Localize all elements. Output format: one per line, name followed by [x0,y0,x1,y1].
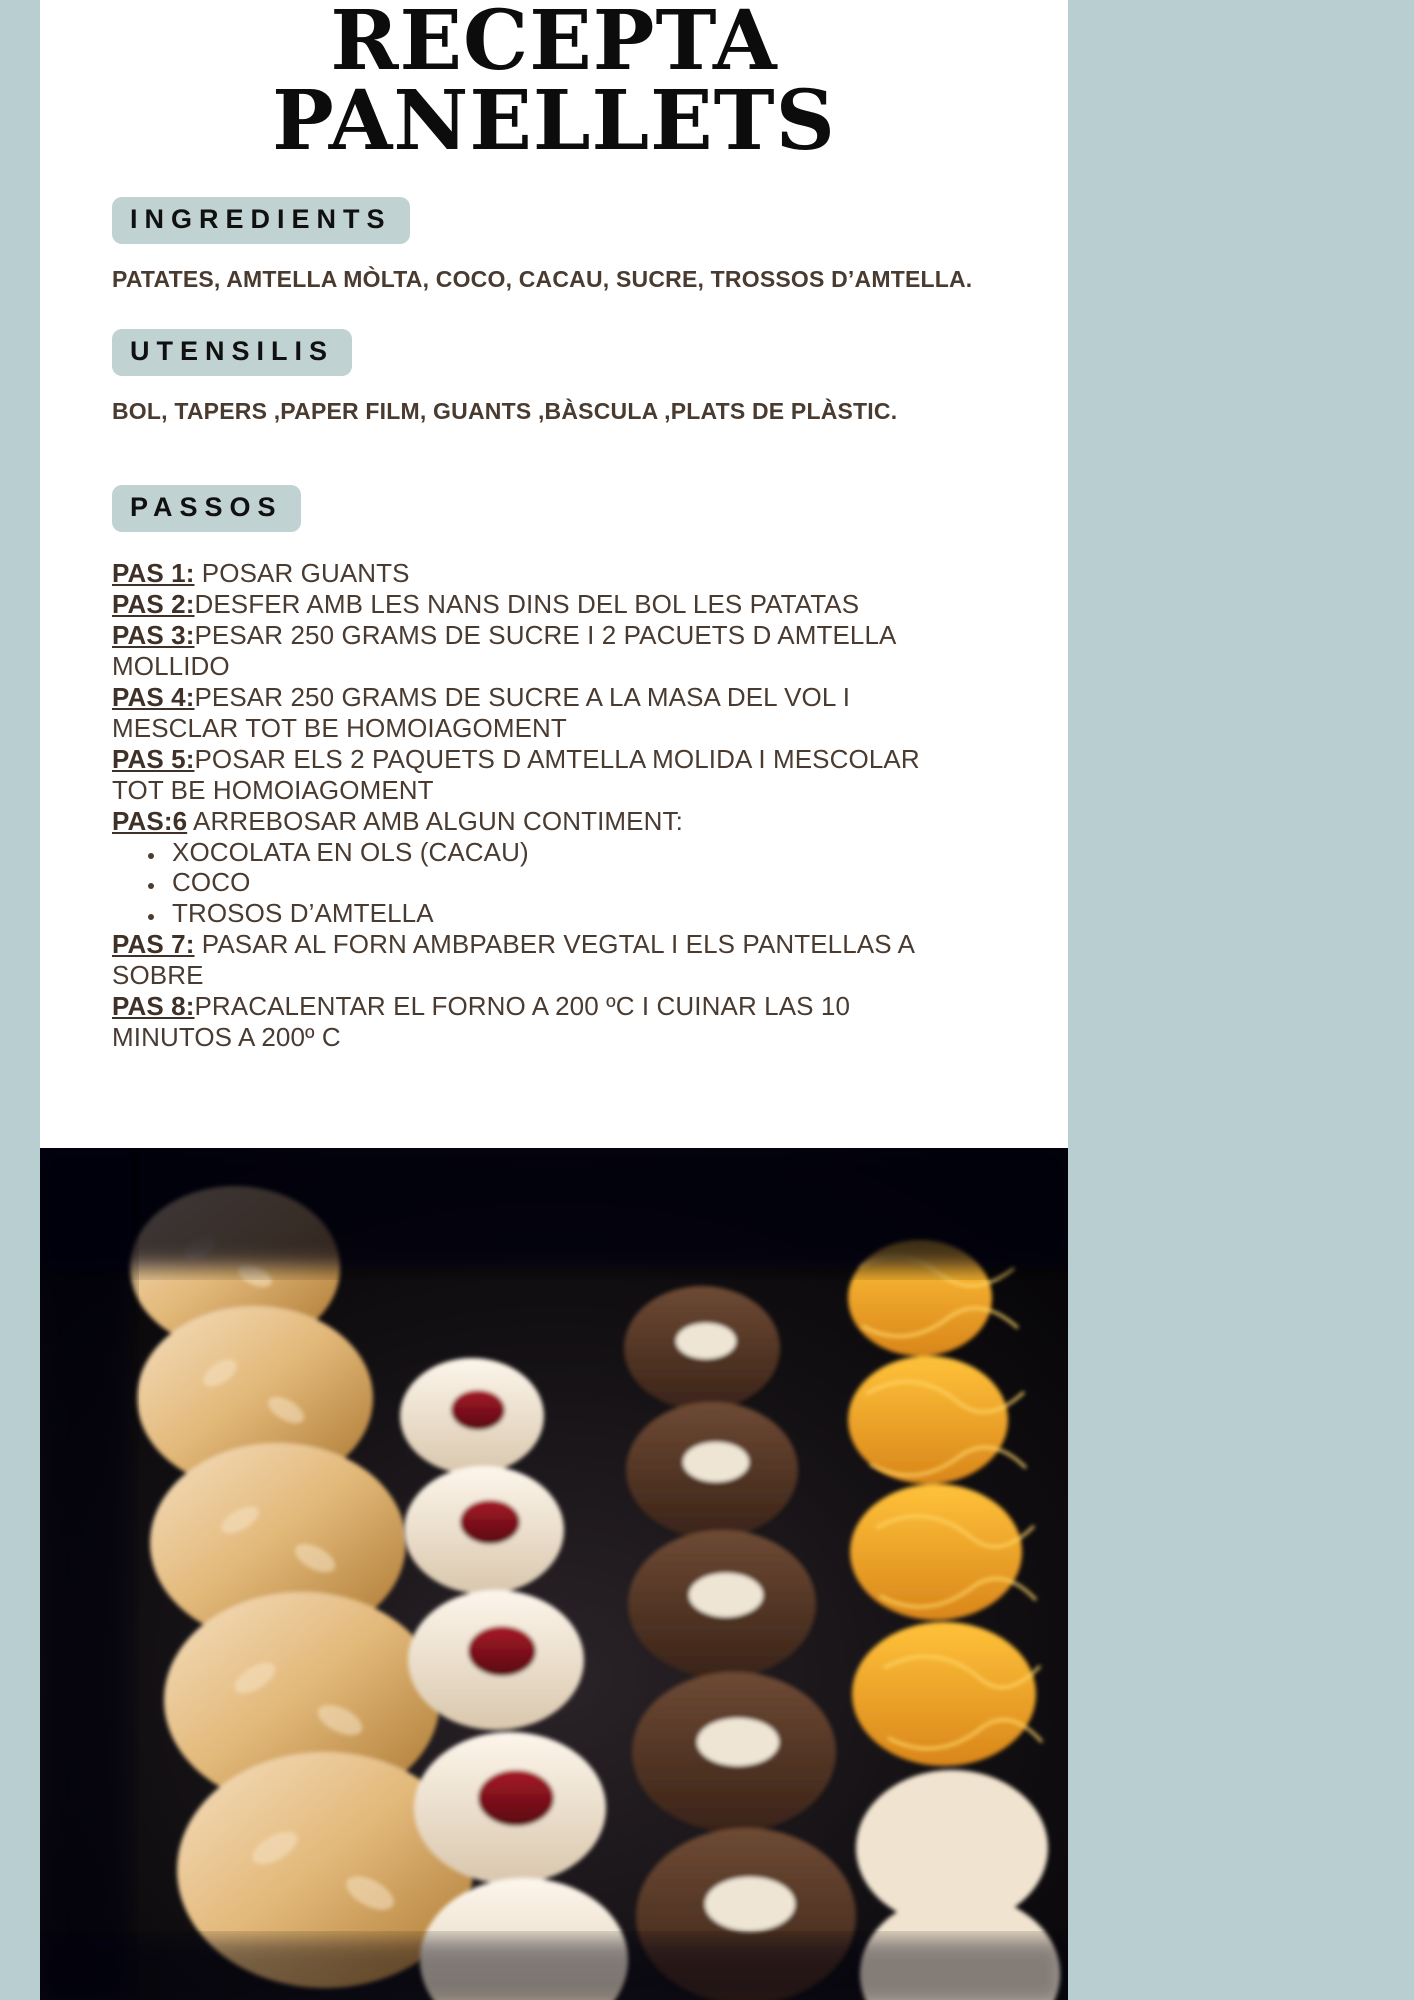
step-label: PAS 2: [112,589,195,619]
step-label: PAS:6 [112,805,188,836]
step-item [112,806,977,837]
step-item [112,991,977,1053]
step-label: PAS 1: [112,558,195,589]
title-line-2: PANELLETS [272,72,836,169]
panellets-photo [40,1148,1068,2000]
step-item [112,558,977,589]
step-text: PESAR 250 GRAMS DE SUCRE A LA MASA DEL VOL I MESCLAR TOT BE HOMOIAGOMENT [112,681,851,743]
step-text: PASAR AL FORN AMBPABER VEGTAL I ELS PANTELLAS A SOBRE [112,929,914,991]
step-label: PAS 3: [112,619,195,650]
step-text: PRACALENTAR EL FORNO A 200 ºC I CUINAR LAS 10 MINUTOS A 200º C [112,991,851,1053]
utensils-heading: UTENSILIS [112,329,352,376]
title-line-1: RECEPTA [330,0,778,89]
ingredients-heading-wrap [112,197,1068,244]
utensils-heading-wrap [112,329,1068,376]
list-item: • XOCOLATA EN OLS (CACAU) [166,837,977,868]
steps-heading: PASSOS [112,485,301,532]
step-label: PAS 4: [112,681,195,712]
ingredients-text: PATATES, AMTELLA MÒLTA, COCO, CACAU, SUCRE, TROSSOS D’AMTELLA. [112,266,973,293]
page-title [40,0,1068,169]
utensils-text: BOL, TAPERS ,PAPER FILM, GUANTS ,BÀSCULA ,PLATS DE PLÀSTIC. [112,398,898,425]
step-label: PAS 5: [112,743,195,774]
step-text: DESFER AMB LES NANS DINS DEL BOL LES PATATAS [194,589,860,619]
step-item [112,682,977,744]
step-label: PAS 8: [112,991,195,1022]
panellets-photo-illustration [40,1148,1068,2000]
step-text: PESAR 250 GRAMS DE SUCRE I 2 PACUETS D AMTELLA MOLLIDO [112,619,896,681]
recipe-page [40,0,1068,2000]
coating-bullet-list [112,837,977,930]
step-item [112,589,977,620]
list-item: • TROSOS D’AMTELLA [166,898,977,929]
steps-list [112,558,977,1053]
recipe-content [40,197,1068,1053]
step-text: POSAR GUANTS [194,558,410,589]
step-item [112,620,977,682]
step-label: PAS 7: [112,929,195,960]
step-item [112,744,977,806]
list-item: • COCO [166,867,977,898]
step-item [112,929,977,991]
step-text: POSAR ELS 2 PAQUETS D AMTELLA MOLIDA I MESCOLAR TOT BE HOMOIAGOMENT [112,743,920,805]
step-text: ARREBOSAR AMB ALGUN CONTIMENT: [187,805,683,836]
ingredients-heading: INGREDIENTS [112,197,410,244]
steps-heading-wrap [112,485,1068,532]
